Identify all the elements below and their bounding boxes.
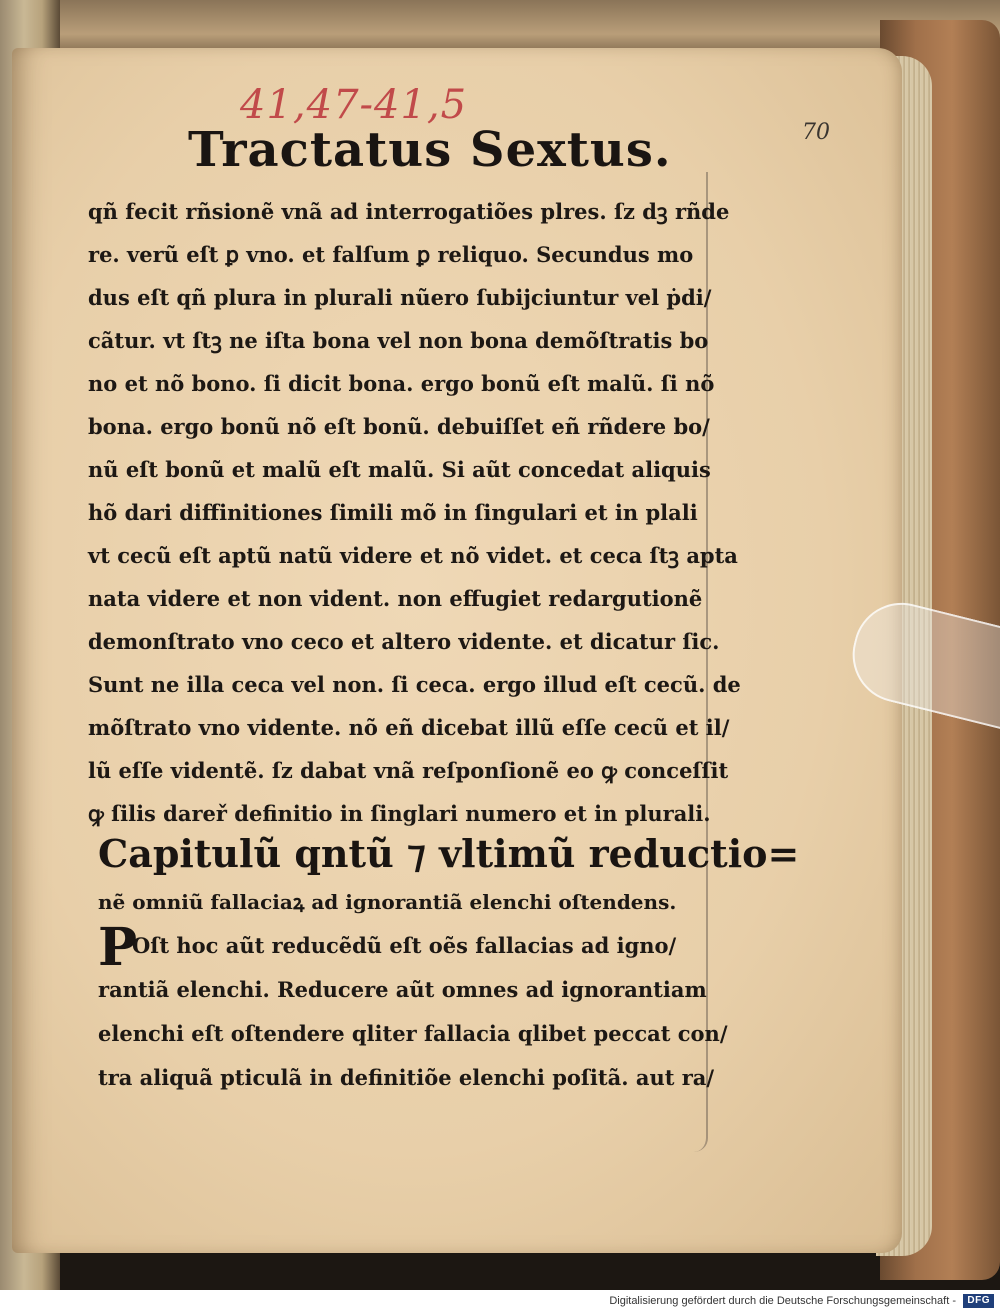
text-line: nata videre et non vident. non effugiet redargutionẽ [88,586,703,611]
text-line: no et nõ bono. ſi dicit bona. ergo bonũ eſt malũ. ſi nõ [88,371,715,396]
dfg-logo: DFG [963,1294,994,1308]
text-line: rantiã elenchi. Reducere aũt omnes ad ignorantiam [98,977,707,1002]
running-head: Tractatus Sextus. [188,122,672,178]
text-block [88,190,741,835]
text-line: tra aliquã pticulã in definitiõe elenchi poſitã. aut ra/ [98,1065,715,1090]
text-line: dus eſt qñ plura in plurali nũero ſubijciuntur vel ṗdi/ [88,285,712,310]
chapter-subtitle: nẽ omniũ fallaciaꝝ ad ignorantiã elenchi oſtendens. [98,890,677,914]
folio-number: 70 [802,120,830,145]
funding-notice: Digitalisierung gefördert durch die Deutsche Forschungsgemeinschaft - [609,1295,956,1307]
text-line: Oſt hoc aũt reducẽdũ eſt oẽs fallacias ad igno/ [132,933,677,958]
text-line: demonſtrato vno ceco et altero vidente. et dicatur ſic. [88,629,720,654]
text-line: lũ eſſe videntẽ. ſz dabat vnã reſponſionẽ eo ꝙ conceſſit [88,758,729,783]
text-line: nũ eſt bonũ et malũ eſt malũ. Si aũt concedat aliquis [88,457,711,482]
text-line: Sunt ne illa ceca vel non. ſi ceca. ergo illud eſt cecũ. de [88,672,741,697]
chapter-heading [98,826,800,924]
text-line: re. verũ eſt ꝑ vno. et falſum ꝑ reliquo. Secundus mo [88,242,694,267]
text-line: qñ fecit rñsionẽ vnã ad interrogatiões plres. ſz dꝫ rñde [88,199,730,224]
chapter-body [98,917,728,1100]
text-line: elenchi eſt oſtendere qliter fallacia qlibet peccat con/ [98,1021,728,1046]
text-line: vt cecũ eſt aptũ natũ videre et nõ videt. et ceca ſtꝫ apta [88,543,738,568]
text-line: ꝙ ſilis dareř definitio in ſinglari numero et in plurali. [88,801,711,826]
handwritten-shelfmark: 41,47-41,5 [240,82,468,128]
text-line: bona. ergo bonũ nõ eſt bonũ. debuiſſet eñ rñdere bo/ [88,414,710,439]
text-line: cãtur. vt ſtꝫ ne iſta bona vel non bona demõſtratis bo [88,328,709,353]
footer-bar [0,1290,1000,1312]
text-line: mõſtrato vno vidente. nõ eñ dicebat illũ eſſe cecũ et il/ [88,715,730,740]
chapter-title: Capitulũ qntũ ⁊ vltimũ reductio= [98,831,800,876]
decorated-initial: P [98,917,138,978]
text-line: hõ dari diffinitiones ſimili mõ in ſingulari et in plali [88,500,698,525]
